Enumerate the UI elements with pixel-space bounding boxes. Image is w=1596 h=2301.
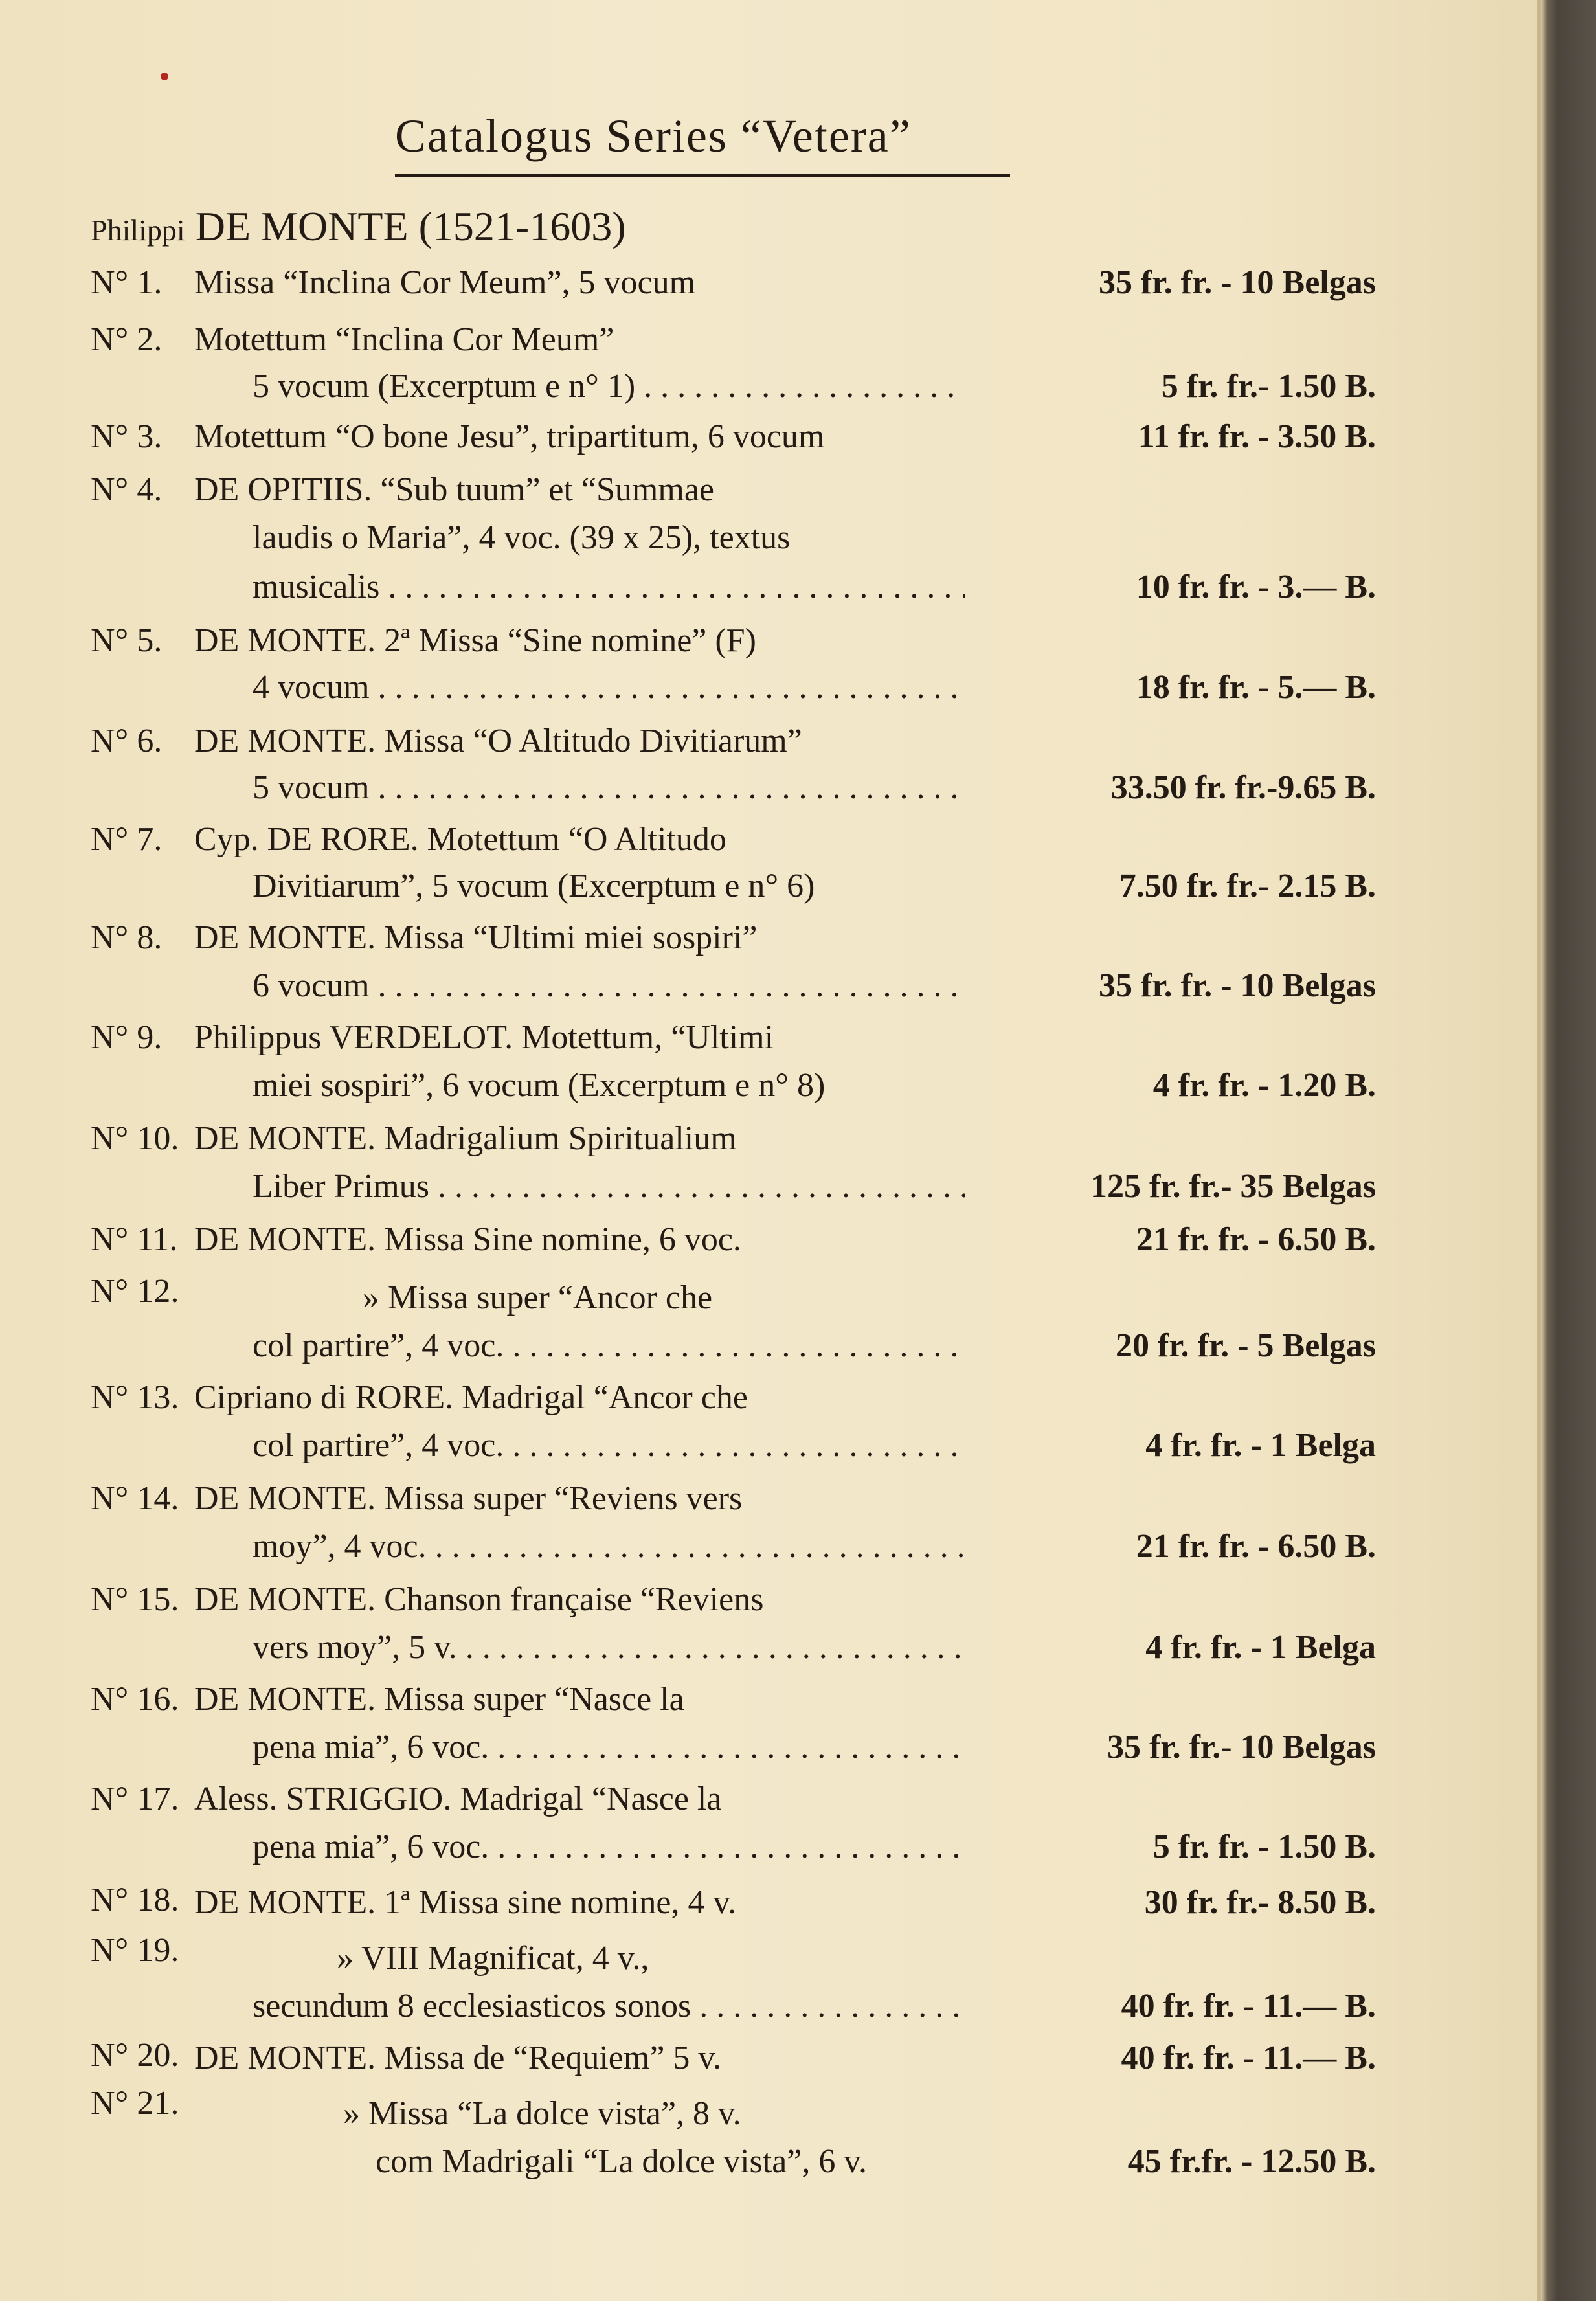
entry-number: N° 2. bbox=[91, 321, 163, 358]
entry-title: Cipriano di RORE. Madrigal “Ancor che bbox=[194, 1379, 748, 1416]
entry-detail: miei sospiri”, 6 vocum (Excerptum e n° 8) bbox=[253, 1067, 826, 1104]
entry-number: N° 20. bbox=[91, 2037, 179, 2074]
entry-price: 10 fr. fr. - 3.— B. bbox=[1136, 568, 1376, 605]
entry-detail: 5 vocum (Excerptum e n° 1) . . . bbox=[253, 364, 965, 409]
composer-name: DE MONTE (1521-1603) bbox=[195, 203, 626, 249]
entry-title: DE MONTE. Chanson française “Reviens bbox=[194, 1581, 764, 1618]
entry-detail: Divitiarum”, 5 vocum (Excerptum e n° 6) bbox=[253, 868, 815, 904]
entry-detail: 5 vocum . . . bbox=[253, 765, 965, 811]
entry-detail: secundum 8 ecclesiasticos sonos . . . bbox=[253, 1984, 965, 2029]
entry-title: DE MONTE. Missa “O Altitudo Divitiarum” bbox=[194, 723, 802, 759]
entry-number: N° 12. bbox=[91, 1273, 179, 1310]
entry-title: DE MONTE. Madrigalium Spiritualium bbox=[194, 1120, 737, 1157]
entry-price: 20 fr. fr. - 5 Belgas bbox=[1115, 1327, 1376, 1364]
entry-title: » Missa “La dolce vista”, 8 v. bbox=[343, 2095, 741, 2132]
entry-title: DE MONTE. 1ª Missa sine nomine, 4 v. bbox=[194, 1884, 737, 1921]
composer-given-name: Philippi bbox=[91, 214, 185, 247]
entry-title: Aless. STRIGGIO. Madrigal “Nasce la bbox=[194, 1780, 722, 1817]
entry-number: N° 5. bbox=[91, 622, 163, 659]
entry-title: Cyp. DE RORE. Motettum “O Altitudo bbox=[194, 821, 726, 858]
entry-detail: col partire”, 4 voc. . . . bbox=[253, 1423, 965, 1468]
entry-title: Motettum “Inclina Cor Meum” bbox=[194, 321, 614, 358]
entry-price: 4 fr. fr. - 1.20 B. bbox=[1152, 1067, 1376, 1104]
entry-detail: laudis o Maria”, 4 voc. (39 x 25), textus bbox=[253, 519, 791, 556]
entry-number: N° 14. bbox=[91, 1480, 179, 1517]
entry-title: DE MONTE. Missa “Ultimi miei sospiri” bbox=[194, 919, 758, 956]
entry-price: 30 fr. fr.- 8.50 B. bbox=[1144, 1884, 1376, 1921]
entry-price: 11 fr. fr. - 3.50 B. bbox=[1138, 418, 1376, 455]
entry-number: N° 15. bbox=[91, 1581, 179, 1618]
entry-title: DE MONTE. Missa super “Reviens vers bbox=[194, 1480, 743, 1517]
entry-price: 125 fr. fr.- 35 Belgas bbox=[1090, 1168, 1376, 1205]
entry-number: N° 1. bbox=[91, 264, 163, 301]
entry-price: 35 fr. fr.- 10 Belgas bbox=[1107, 1729, 1376, 1766]
entry-detail: col partire”, 4 voc. . . . bbox=[253, 1323, 965, 1369]
entry-number: N° 11. bbox=[91, 1221, 178, 1258]
entry-title: Missa “Inclina Cor Meum”, 5 vocum bbox=[194, 264, 696, 301]
entry-price: 33.50 fr. fr.-9.65 B. bbox=[1110, 769, 1376, 806]
entry-price: 35 fr. fr. - 10 Belgas bbox=[1098, 967, 1376, 1004]
entry-number: N° 7. bbox=[91, 821, 163, 858]
entry-detail: vers moy”, 5 v. . . . bbox=[253, 1625, 965, 1670]
entry-number: N° 8. bbox=[91, 919, 163, 956]
entry-price: 40 fr. fr. - 11.— B. bbox=[1121, 2039, 1376, 2076]
entry-number: N° 13. bbox=[91, 1379, 179, 1416]
entry-number: N° 4. bbox=[91, 471, 163, 508]
entry-title: » VIII Magnificat, 4 v., bbox=[337, 1940, 649, 1977]
entry-price: 35 fr. fr. - 10 Belgas bbox=[1098, 264, 1376, 301]
entry-price: 5 fr. fr.- 1.50 B. bbox=[1161, 368, 1376, 405]
entry-price: 40 fr. fr. - 11.— B. bbox=[1121, 1988, 1376, 2025]
entry-number: N° 21. bbox=[91, 2085, 179, 2122]
entry-title: DE MONTE. 2ª Missa “Sine nomine” (F) bbox=[194, 622, 756, 659]
entry-detail: Liber Primus . . . bbox=[253, 1164, 965, 1209]
entry-price: 4 fr. fr. - 1 Belga bbox=[1145, 1629, 1376, 1666]
entry-detail: musicalis . . . bbox=[253, 565, 965, 610]
entry-detail: com Madrigali “La dolce vista”, 6 v. bbox=[376, 2143, 868, 2180]
entry-detail: pena mia”, 6 voc. . . . bbox=[253, 1725, 965, 1770]
entry-price: 5 fr. fr. - 1.50 B. bbox=[1152, 1828, 1376, 1865]
entry-title: DE MONTE. Missa de “Requiem” 5 v. bbox=[194, 2039, 722, 2076]
entry-price: 4 fr. fr. - 1 Belga bbox=[1145, 1427, 1376, 1464]
entry-title: » Missa super “Ancor che bbox=[363, 1279, 713, 1316]
red-ink-mark bbox=[161, 73, 168, 80]
entry-number: N° 19. bbox=[91, 1932, 179, 1969]
entry-number: N° 9. bbox=[91, 1019, 163, 1056]
entry-detail: moy”, 4 voc. . . . bbox=[253, 1524, 965, 1569]
entry-price: 45 fr.fr. - 12.50 B. bbox=[1127, 2143, 1376, 2180]
book-spine bbox=[1541, 0, 1596, 2301]
entry-detail: pena mia”, 6 voc. . . . bbox=[253, 1824, 965, 1870]
entry-title: DE OPITIIS. “Sub tuum” et “Summae bbox=[194, 471, 714, 508]
entry-detail: 6 vocum . . . bbox=[253, 963, 965, 1009]
entry-price: 21 fr. fr. - 6.50 B. bbox=[1136, 1528, 1376, 1565]
entry-title: Motettum “O bone Jesu”, tripartitum, 6 vocum bbox=[194, 418, 825, 455]
entry-title: DE MONTE. Missa Sine nomine, 6 voc. bbox=[194, 1221, 741, 1258]
entry-number: N° 10. bbox=[91, 1120, 179, 1157]
entry-detail: 4 vocum . . . bbox=[253, 665, 965, 710]
entry-price: 18 fr. fr. - 5.— B. bbox=[1136, 669, 1376, 706]
entry-number: N° 17. bbox=[91, 1780, 179, 1817]
entry-number: N° 6. bbox=[91, 723, 163, 759]
entry-title: Philippus VERDELOT. Motettum, “Ultimi bbox=[194, 1019, 774, 1056]
entry-title: DE MONTE. Missa super “Nasce la bbox=[194, 1681, 684, 1718]
entry-number: N° 3. bbox=[91, 418, 163, 455]
entry-price: 7.50 fr. fr.- 2.15 B. bbox=[1119, 868, 1376, 904]
entry-number: N° 18. bbox=[91, 1881, 179, 1918]
entry-price: 21 fr. fr. - 6.50 B. bbox=[1136, 1221, 1376, 1258]
entry-number: N° 16. bbox=[91, 1681, 179, 1718]
page-title: Catalogus Series “Vetera” bbox=[395, 104, 1010, 177]
composer-heading bbox=[91, 197, 626, 260]
